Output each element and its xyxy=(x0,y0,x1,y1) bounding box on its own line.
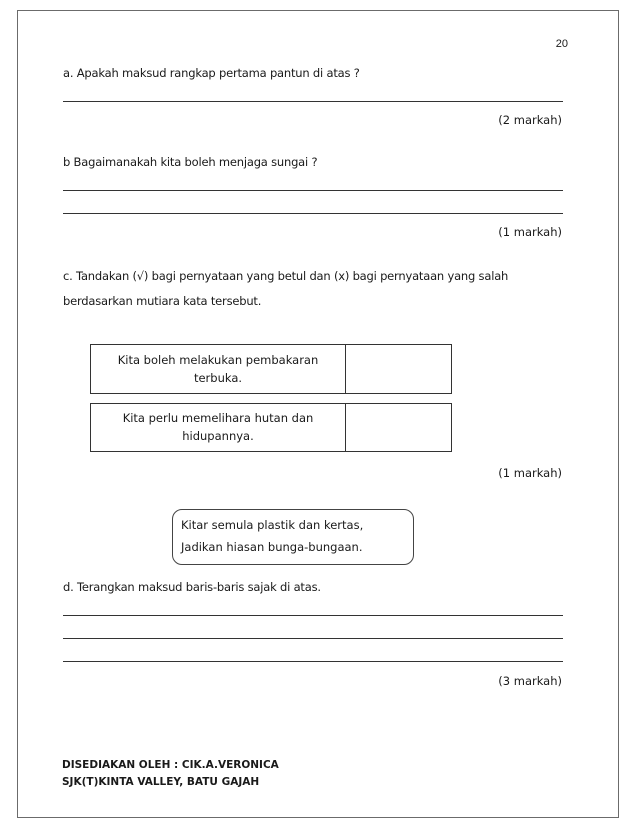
question-d-text: d. Terangkan maksud baris-baris sajak di atas. xyxy=(63,580,321,594)
statement-2-answer-box[interactable] xyxy=(345,403,452,452)
poem-line1: Kitar semula plastik dan kertas, xyxy=(181,518,364,532)
statement-2-box xyxy=(90,403,346,452)
answer-line-d-1[interactable] xyxy=(63,615,563,616)
question-c-text-line1: c. Tandakan (√) bagi pernyataan yang betul dan (x) bagi pernyataan yang salah xyxy=(63,269,509,283)
answer-line-b-1[interactable] xyxy=(63,190,563,191)
statement-1-box xyxy=(90,344,346,394)
question-a-text: a. Apakah maksud rangkap pertama pantun di atas ? xyxy=(63,66,360,80)
statement-1-answer-box[interactable] xyxy=(345,344,452,394)
poem-line2: Jadikan hiasan bunga-bungaan. xyxy=(181,540,363,554)
footer-school: SJK(T)KINTA VALLEY, BATU GAJAH xyxy=(62,776,260,788)
footer-prepared-by: DISEDIAKAN OLEH : CIK.A.VERONICA xyxy=(62,759,279,771)
answer-line-d-3[interactable] xyxy=(63,661,563,662)
question-c-marks: (1 markah) xyxy=(498,466,562,480)
answer-line-a-1[interactable] xyxy=(63,101,563,102)
statement-1-line1: Kita boleh melakukan pembakaran xyxy=(117,353,319,367)
statement-1-line2: terbuka. xyxy=(193,371,243,385)
question-d-marks: (3 markah) xyxy=(498,674,562,688)
statement-2-line2: hidupannya. xyxy=(182,429,254,443)
statement-2-line1: Kita perlu memelihara hutan dan xyxy=(122,411,314,425)
question-c-text-line2: berdasarkan mutiara kata tersebut. xyxy=(63,294,262,308)
page-number: 20 xyxy=(555,38,568,50)
answer-line-b-2[interactable] xyxy=(63,213,563,214)
poem-box xyxy=(172,509,414,565)
answer-line-d-2[interactable] xyxy=(63,638,563,639)
question-b-marks: (1 markah) xyxy=(498,225,562,239)
question-a-marks: (2 markah) xyxy=(498,113,562,127)
question-b-text: b Bagaimanakah kita boleh menjaga sungai ? xyxy=(63,155,318,169)
